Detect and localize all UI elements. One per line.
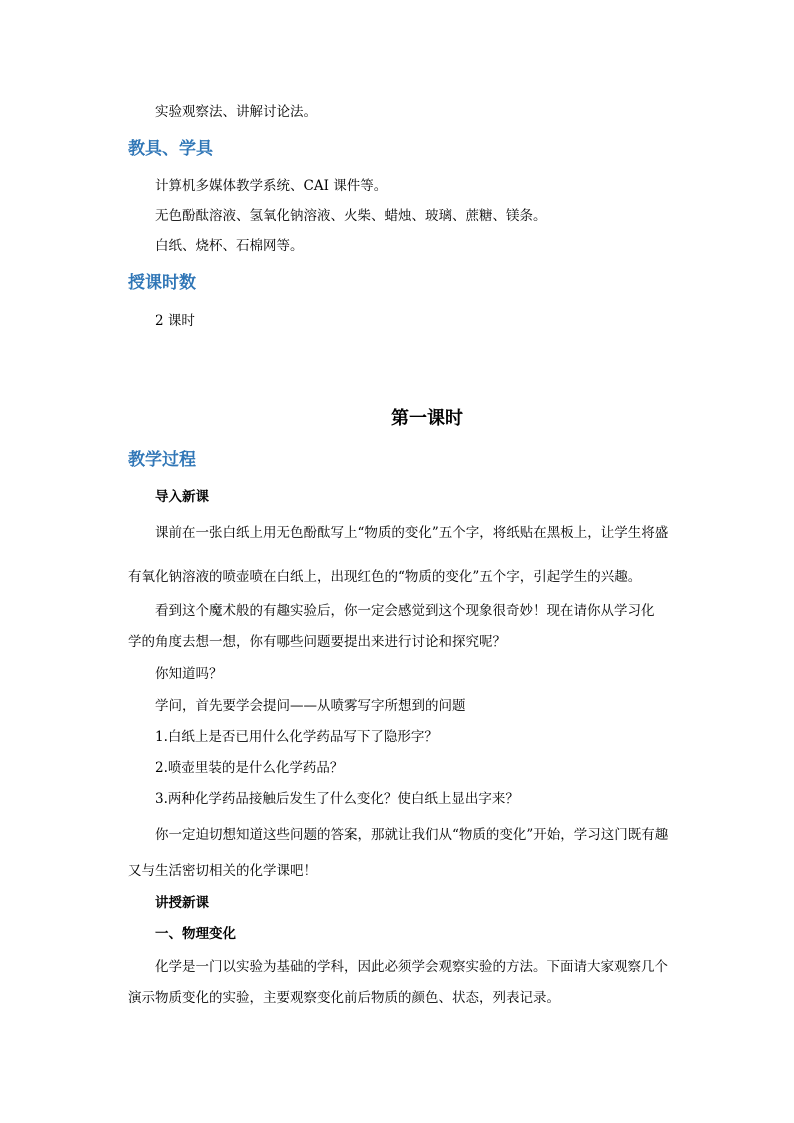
para3-line1: 你一定迫切想知道这些问题的答案，那就让我们从“物质的变化”开始，学习这门既有趣 [155, 827, 669, 843]
intro-heading: 导入新课 [155, 489, 209, 505]
tools-heading: 教具、学具 [128, 139, 213, 159]
tools-item-1: 计算机多媒体教学系统、CAI 课件等。 [155, 178, 388, 194]
tools-item-2: 无色酚酞溶液、氢氧化钠溶液、火柴、蜡烛、玻璃、蔗糖、镁条。 [155, 208, 547, 224]
para4-line2: 演示物质变化的实验，主要观察变化前后物质的颜色、状态，列表记录。 [128, 990, 560, 1006]
para2-line1: 看到这个魔术般的有趣实验后，你一定会感觉到这个现象很奇妙！现在请你从学习化 [155, 603, 655, 619]
para4-line1: 化学是一门以实验为基础的学科，因此必须学会观察实验的方法。下面请大家观察几个 [155, 959, 668, 975]
section1-heading: 一、物理变化 [155, 926, 236, 942]
question-1: 1.白纸上是否已用什么化学药品写下了隐形字？ [155, 729, 438, 745]
question-2: 2.喷壶里装的是什么化学药品？ [155, 760, 344, 776]
para2-line2: 学的角度去想一想，你有哪些问题要提出来进行讨论和探究呢？ [128, 634, 506, 650]
new-lesson-heading: 讲授新课 [155, 895, 209, 911]
hours-value: 2 课时 [155, 313, 195, 329]
question-3: 3.两种化学药品接触后发生了什么变化？使白纸上显出字来？ [155, 791, 519, 807]
know-text: 你知道吗？ [155, 666, 223, 682]
process-heading: 教学过程 [128, 450, 196, 470]
lesson-title: 第一课时 [391, 408, 463, 429]
para1-line1: 课前在一张白纸上用无色酚酞写上“物质的变化”五个字，将纸贴在黑板上，让学生将盛 [155, 525, 669, 541]
para3-line2: 又与生活密切相关的化学课吧！ [128, 863, 317, 879]
question-intro: 学问，首先要学会提问——从喷雾写字所想到的问题 [155, 698, 466, 714]
hours-heading: 授课时数 [128, 273, 196, 293]
tools-item-3: 白纸、烧杯、石棉网等。 [155, 238, 304, 254]
teaching-method-text: 实验观察法、讲解讨论法。 [155, 104, 317, 120]
para1-line2: 有氧化钠溶液的喷壶喷在白纸上，出现红色的“物质的变化”五个字，引起学生的兴趣。 [128, 569, 642, 585]
